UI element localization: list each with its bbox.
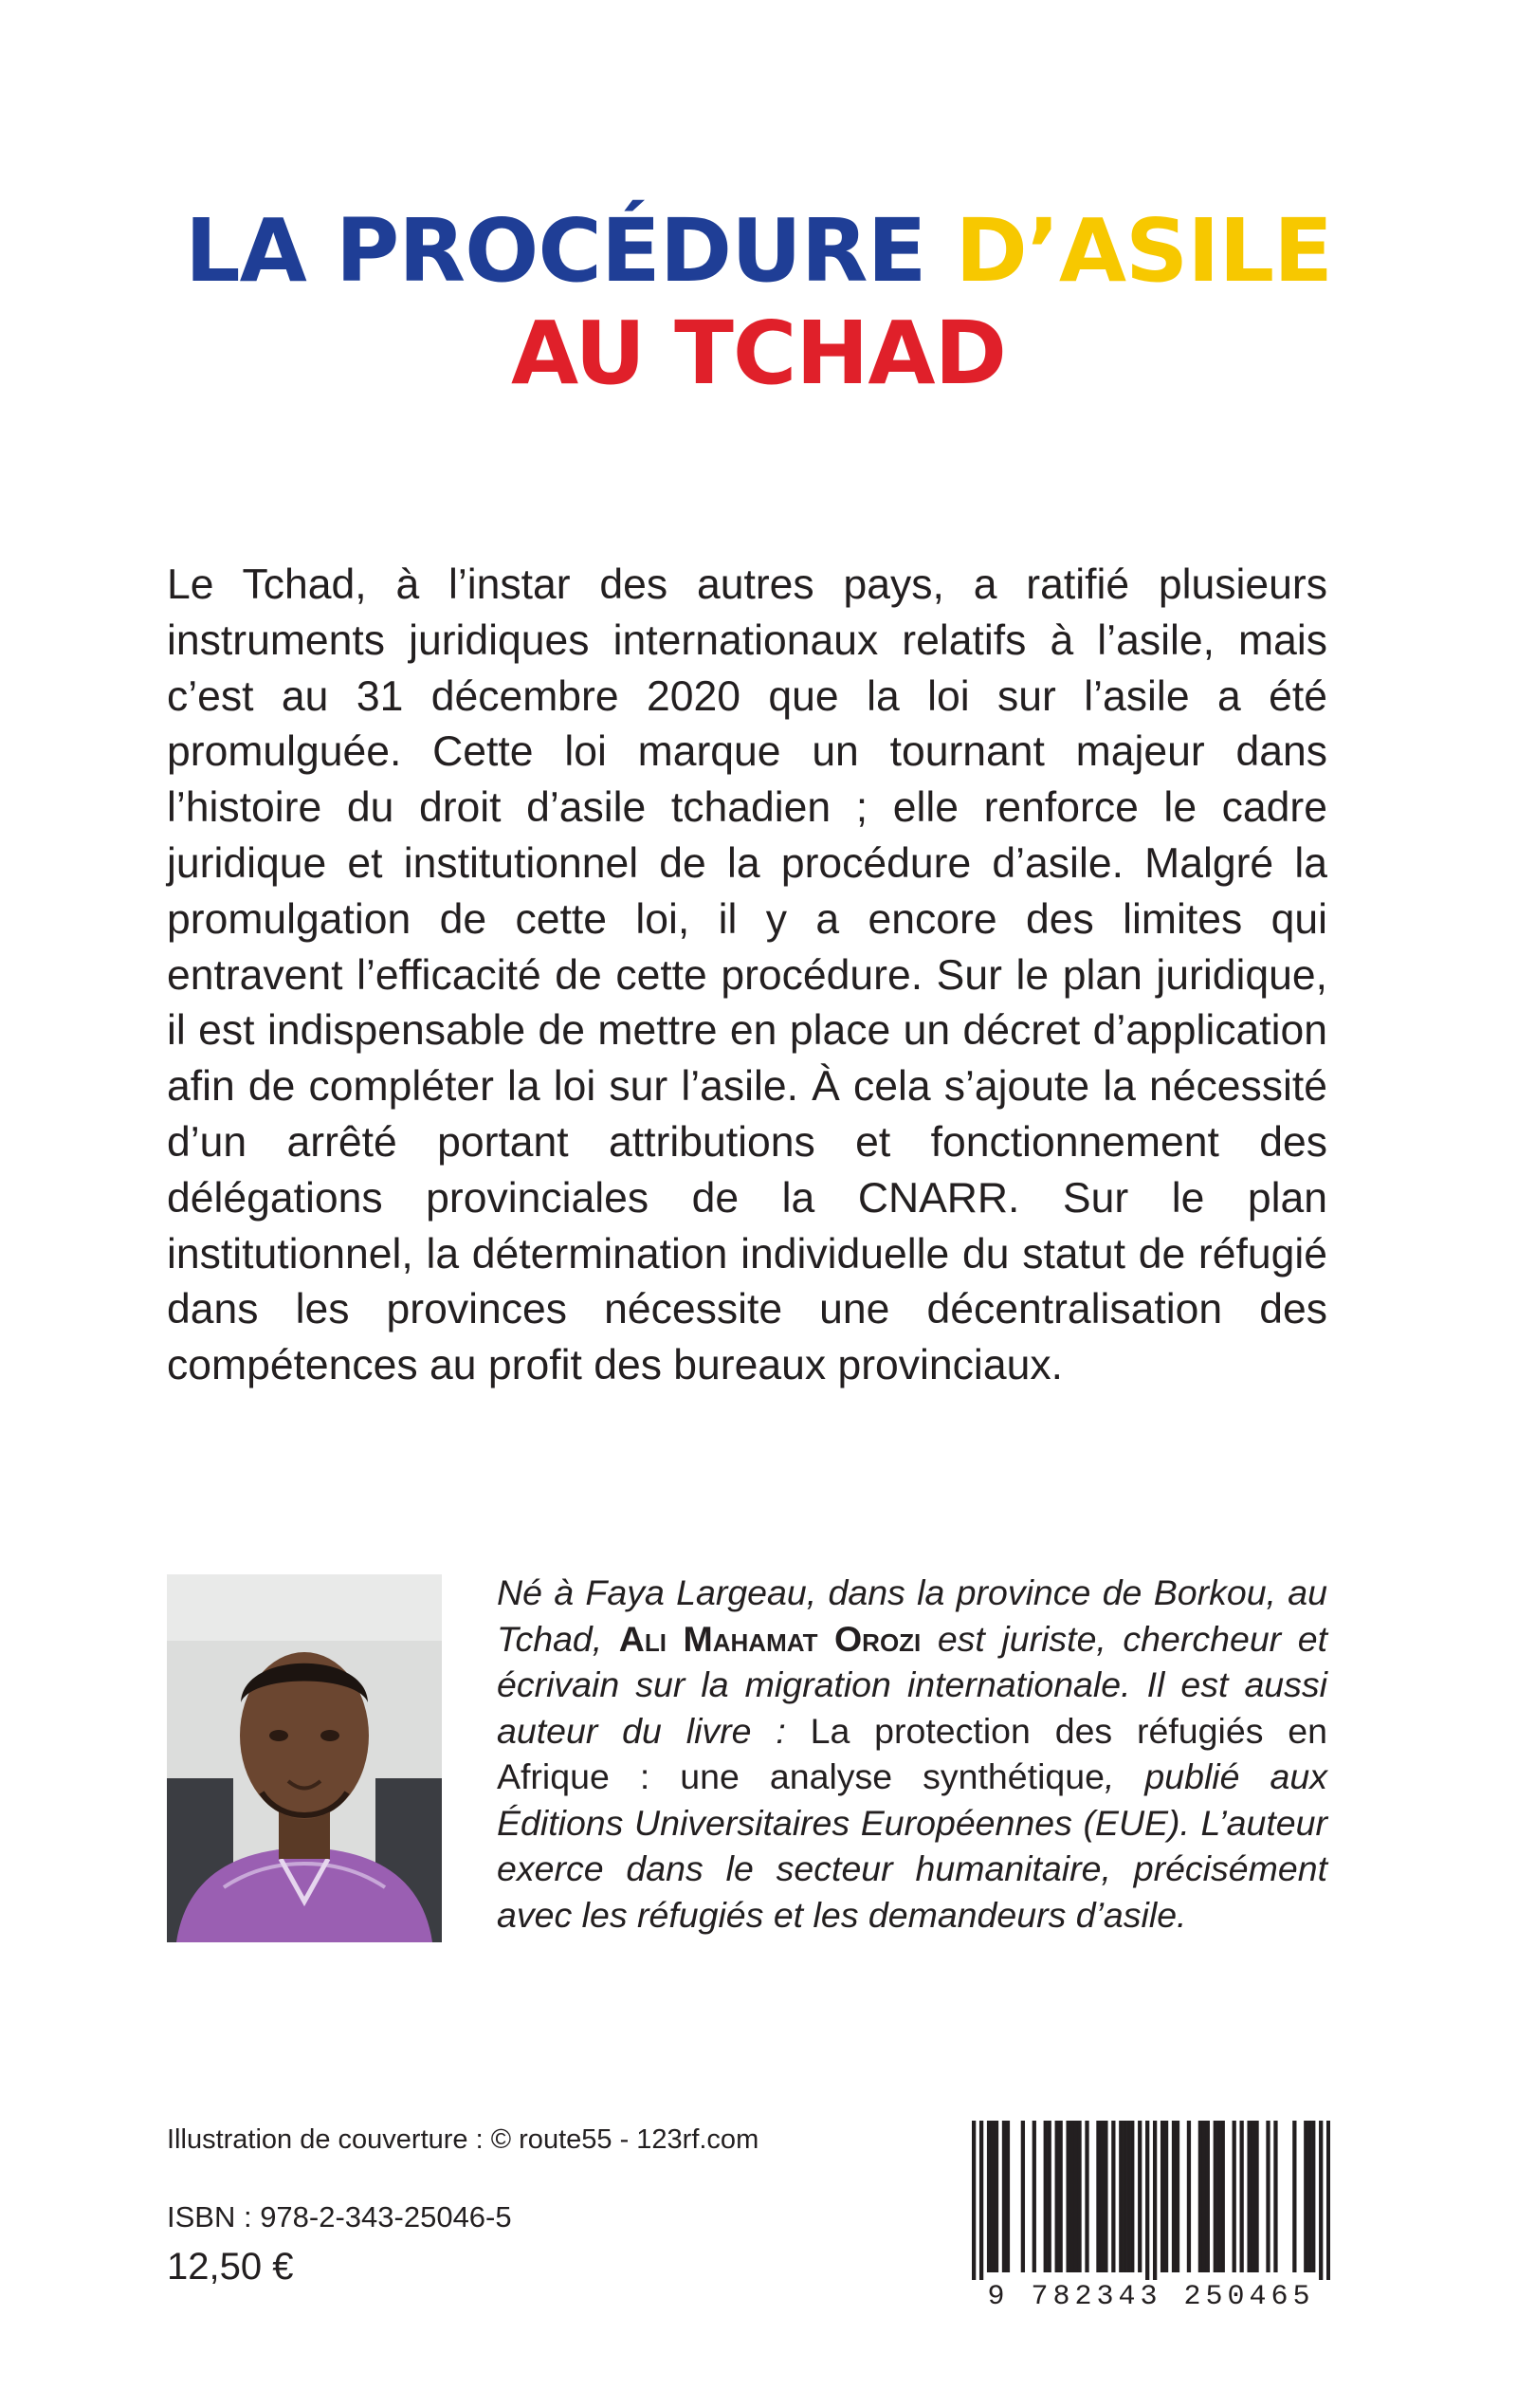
book-title-line-1	[0, 200, 1517, 302]
barcode-bar	[1130, 2121, 1134, 2272]
author-name: Ali Mahamat Orozi	[618, 1618, 922, 1659]
barcode-bar	[1254, 2121, 1258, 2272]
barcode-bar	[1198, 2121, 1202, 2272]
barcode-bar	[1247, 2121, 1251, 2272]
barcode-bar	[1006, 2121, 1010, 2272]
title-asile: D’ASILE	[955, 200, 1332, 302]
barcode-bar	[1138, 2121, 1142, 2272]
barcode-bar	[1044, 2121, 1048, 2272]
barcode-bar	[1206, 2121, 1210, 2272]
barcode-bar	[1311, 2121, 1315, 2272]
barcode-bar	[1096, 2121, 1100, 2272]
barcode-bar	[991, 2121, 995, 2272]
barcode-bar	[1145, 2121, 1149, 2280]
barcode-bar	[1119, 2121, 1123, 2272]
barcode-bar	[1273, 2121, 1277, 2272]
barcode-bar	[987, 2121, 991, 2272]
barcode-bar	[1069, 2121, 1073, 2272]
barcode-bar	[979, 2121, 983, 2280]
back-cover-summary: Le Tchad, à l’instar des autres pays, a ratifié plusieurs instruments juridiques internationaux relatifs à l’asile, mais c’est au 31 décembre 2020 que la loi sur l’asile a été promulguée. Cette loi marque un tournant majeur dans l’histoire du droit d’asile tchadien ; elle renforce le cadre juridique et institutionnel de la procédure d’asile. Malgré la promulgation de cette loi, il y a encore des limites qui entravent l’efficacité de cette procédure. Sur le plan juridique, il est indispensable de mettre en place un décret d’application afin de compléter la loi sur l’asile. À cela s’ajoute la nécessité d’un arrêté portant attributions et fonctionnement des délégations provinciales de la CNARR. Sur le plan institutionnel, la détermination individuelle du statut de réfugié dans les provinces nécessite une décentralisation des compétences au profit des bureaux provinciaux.	[167, 561, 1327, 1389]
barcode-bar	[1307, 2121, 1311, 2272]
barcode-bar	[1123, 2121, 1126, 2272]
barcode-graphic	[972, 2121, 1330, 2310]
cover-illustration-credit: Illustration de couverture : © route55 - 123rf.com	[167, 2124, 759, 2155]
isbn: ISBN : 978-2-343-25046-5	[167, 2200, 512, 2233]
barcode-bar	[1104, 2121, 1107, 2272]
barcode-bar	[1077, 2121, 1081, 2272]
barcode-bar	[1214, 2121, 1217, 2272]
barcode-bar	[1002, 2121, 1006, 2272]
barcode-digits: 9 782343 250465	[987, 2281, 1315, 2310]
barcode-bar	[1176, 2121, 1179, 2272]
barcode-bar	[1033, 2121, 1036, 2272]
barcode-bar	[1240, 2121, 1244, 2272]
barcode-bar	[1085, 2121, 1088, 2272]
barcode-bar	[1021, 2121, 1025, 2272]
barcode-bar	[1251, 2121, 1254, 2272]
barcode-bar	[1187, 2121, 1191, 2272]
barcode-bar	[1304, 2121, 1307, 2272]
author-photo	[167, 1574, 442, 1942]
isbn-barcode	[972, 2121, 1330, 2310]
barcode-bar	[1153, 2121, 1157, 2280]
book-title-line-2: AU TCHAD	[511, 303, 1006, 404]
barcode-bar	[1164, 2121, 1168, 2272]
barcode-bar	[1111, 2121, 1115, 2272]
barcode-bar	[1048, 2121, 1051, 2272]
author-bio: Né à Faya Largeau, dans la province de Borkou, au Tchad, Ali Mahamat Orozi est juriste, chercheur et écrivain sur la migration internationale. Il est aussi auteur du livre : La protection des réfugiés en Afrique : une analyse synthétique, publié aux Éditions Universitaires Européennes (EUE). L’auteur exerce dans le secteur humanitaire, précisément avec les réfugiés et les demandeurs d’asile.	[497, 1572, 1328, 1935]
barcode-bar	[1161, 2121, 1164, 2272]
barcode-bar	[1059, 2121, 1063, 2272]
barcode-bar	[972, 2121, 976, 2280]
barcode-bar	[1100, 2121, 1104, 2272]
barcode-bar	[1292, 2121, 1296, 2272]
title-procedure: LA PROCÉDURE	[185, 200, 956, 302]
barcode-bar	[1266, 2121, 1270, 2272]
barcode-bar	[1066, 2121, 1069, 2272]
barcode-bar	[1202, 2121, 1206, 2272]
barcode-bar	[1221, 2121, 1225, 2272]
barcode-bar	[1055, 2121, 1059, 2272]
barcode-bar	[1126, 2121, 1130, 2272]
barcode-bar	[1073, 2121, 1077, 2272]
referenced-book-title: La protection des réfugiés en Afrique : une analyse synthétique	[497, 1710, 1328, 1796]
barcode-bar	[1326, 2121, 1330, 2280]
price: 12,50 €	[167, 2246, 294, 2288]
barcode-bar	[1319, 2121, 1323, 2280]
barcode-bar	[995, 2121, 998, 2272]
barcode-bar	[1233, 2121, 1236, 2272]
barcode-bar	[1172, 2121, 1176, 2272]
barcode-bar	[1217, 2121, 1221, 2272]
